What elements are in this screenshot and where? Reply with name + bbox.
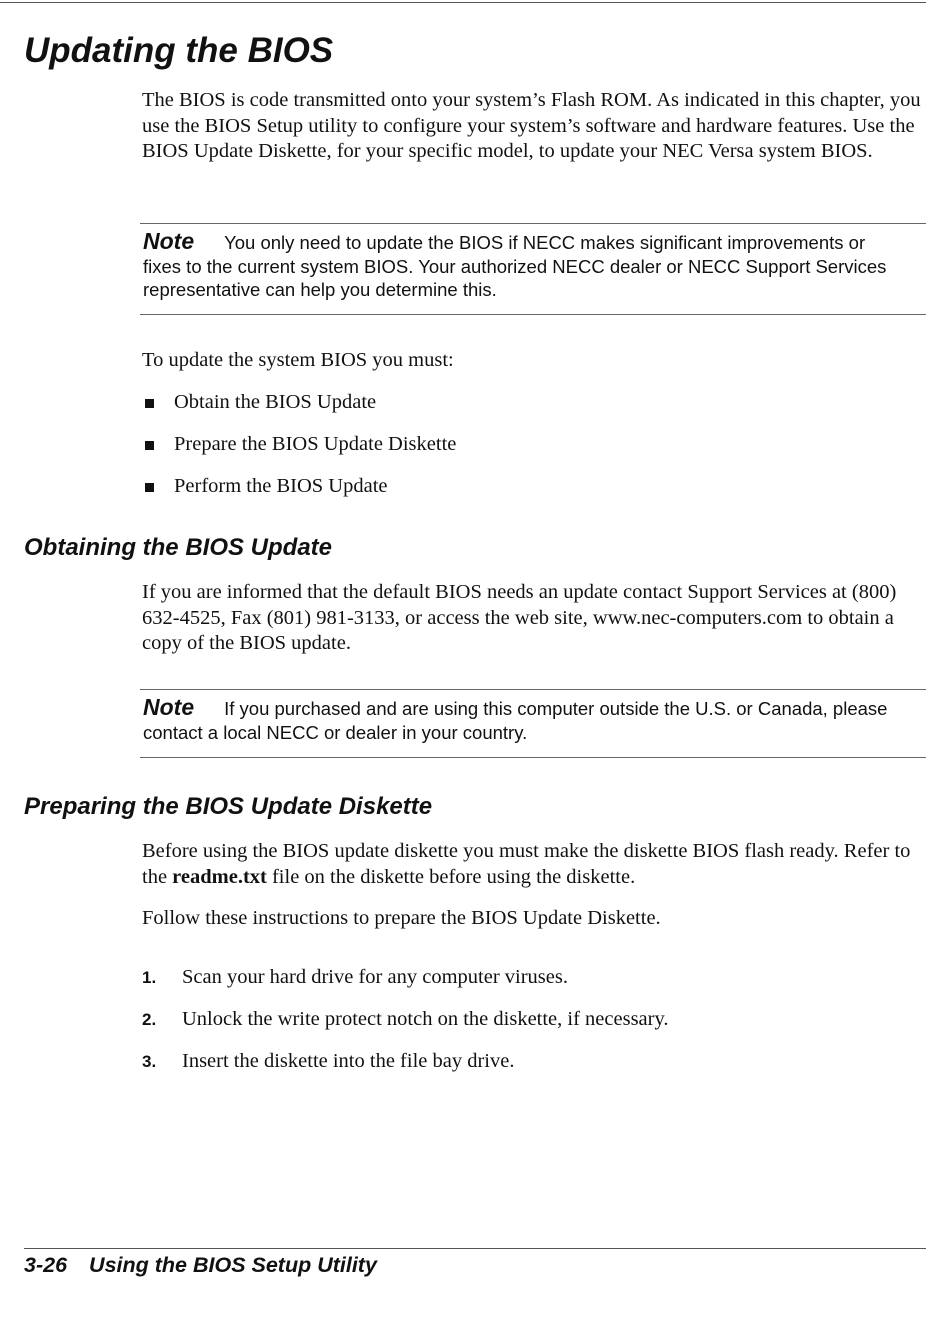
note-label: Note bbox=[143, 694, 195, 720]
page-footer bbox=[24, 1251, 377, 1279]
step-number: 3. bbox=[142, 1052, 157, 1071]
readme-filename: readme.txt bbox=[172, 865, 267, 888]
intro-paragraph: The BIOS is code transmitted onto your system’s Flash ROM. As indicated in this chapter, you use the BIOS Setup utility to configure your system’s software and hardware features. Use the BIOS Update Diskette, for your specific model, to update your NEC Versa system BIOS. bbox=[142, 89, 921, 162]
note-text: You only need to update the BIOS if NECC makes significant improvements or fixes to the current system BIOS. Your authorized NECC dealer or NECC Support Services representative can help you determine this. bbox=[143, 232, 887, 300]
footer-rule bbox=[24, 1248, 926, 1249]
bullet-square-icon bbox=[145, 483, 154, 492]
bullet-square-icon bbox=[145, 399, 154, 408]
list-item bbox=[142, 965, 669, 1007]
preparing-paragraph: Before using the BIOS update diskette you must make the diskette BIOS flash ready. Refer to the readme.txt file on the diskette before using the diskette. bbox=[142, 840, 911, 888]
steps-list bbox=[142, 965, 669, 1091]
list-item: Prepare the BIOS Update Diskette bbox=[142, 432, 456, 474]
obtaining-paragraph: If you are informed that the default BIOS needs an update contact Support Services at (800) 632-4525, Fax (801) 981-3133, or access the web site, www.nec-computers.com to obtain a copy of the BIOS update. bbox=[142, 581, 897, 654]
requirements-intro: To update the system BIOS you must: bbox=[142, 349, 454, 371]
page-number: 3-26 bbox=[24, 1253, 68, 1277]
note-label: Note bbox=[143, 228, 195, 254]
obtaining-heading: Obtaining the BIOS Update bbox=[24, 534, 333, 561]
list-item: Obtain the BIOS Update bbox=[142, 390, 456, 432]
step-text: Unlock the write protect notch on the diskette, if necessary. bbox=[182, 1008, 669, 1030]
step-text: Insert the diskette into the file bay drive. bbox=[182, 1050, 515, 1072]
note-box bbox=[140, 223, 926, 315]
step-number: 2. bbox=[142, 1010, 157, 1029]
list-item bbox=[142, 1049, 669, 1091]
list-item: Perform the BIOS Update bbox=[142, 474, 456, 516]
note-text: If you purchased and are using this computer outside the U.S. or Canada, please contact a local NECC or dealer in your country. bbox=[143, 698, 888, 743]
top-rule bbox=[0, 2, 926, 3]
page-title: Updating the BIOS bbox=[24, 31, 334, 70]
preparing-heading: Preparing the BIOS Update Diskette bbox=[24, 793, 433, 820]
bullet-square-icon bbox=[145, 441, 154, 450]
note-box bbox=[140, 689, 926, 758]
step-text: Scan your hard drive for any computer viruses. bbox=[182, 966, 568, 988]
requirements-list bbox=[142, 390, 456, 516]
instructions-intro: Follow these instructions to prepare the BIOS Update Diskette. bbox=[142, 907, 661, 929]
list-item bbox=[142, 1007, 669, 1049]
chapter-title: Using the BIOS Setup Utility bbox=[89, 1253, 377, 1277]
step-number: 1. bbox=[142, 968, 157, 987]
